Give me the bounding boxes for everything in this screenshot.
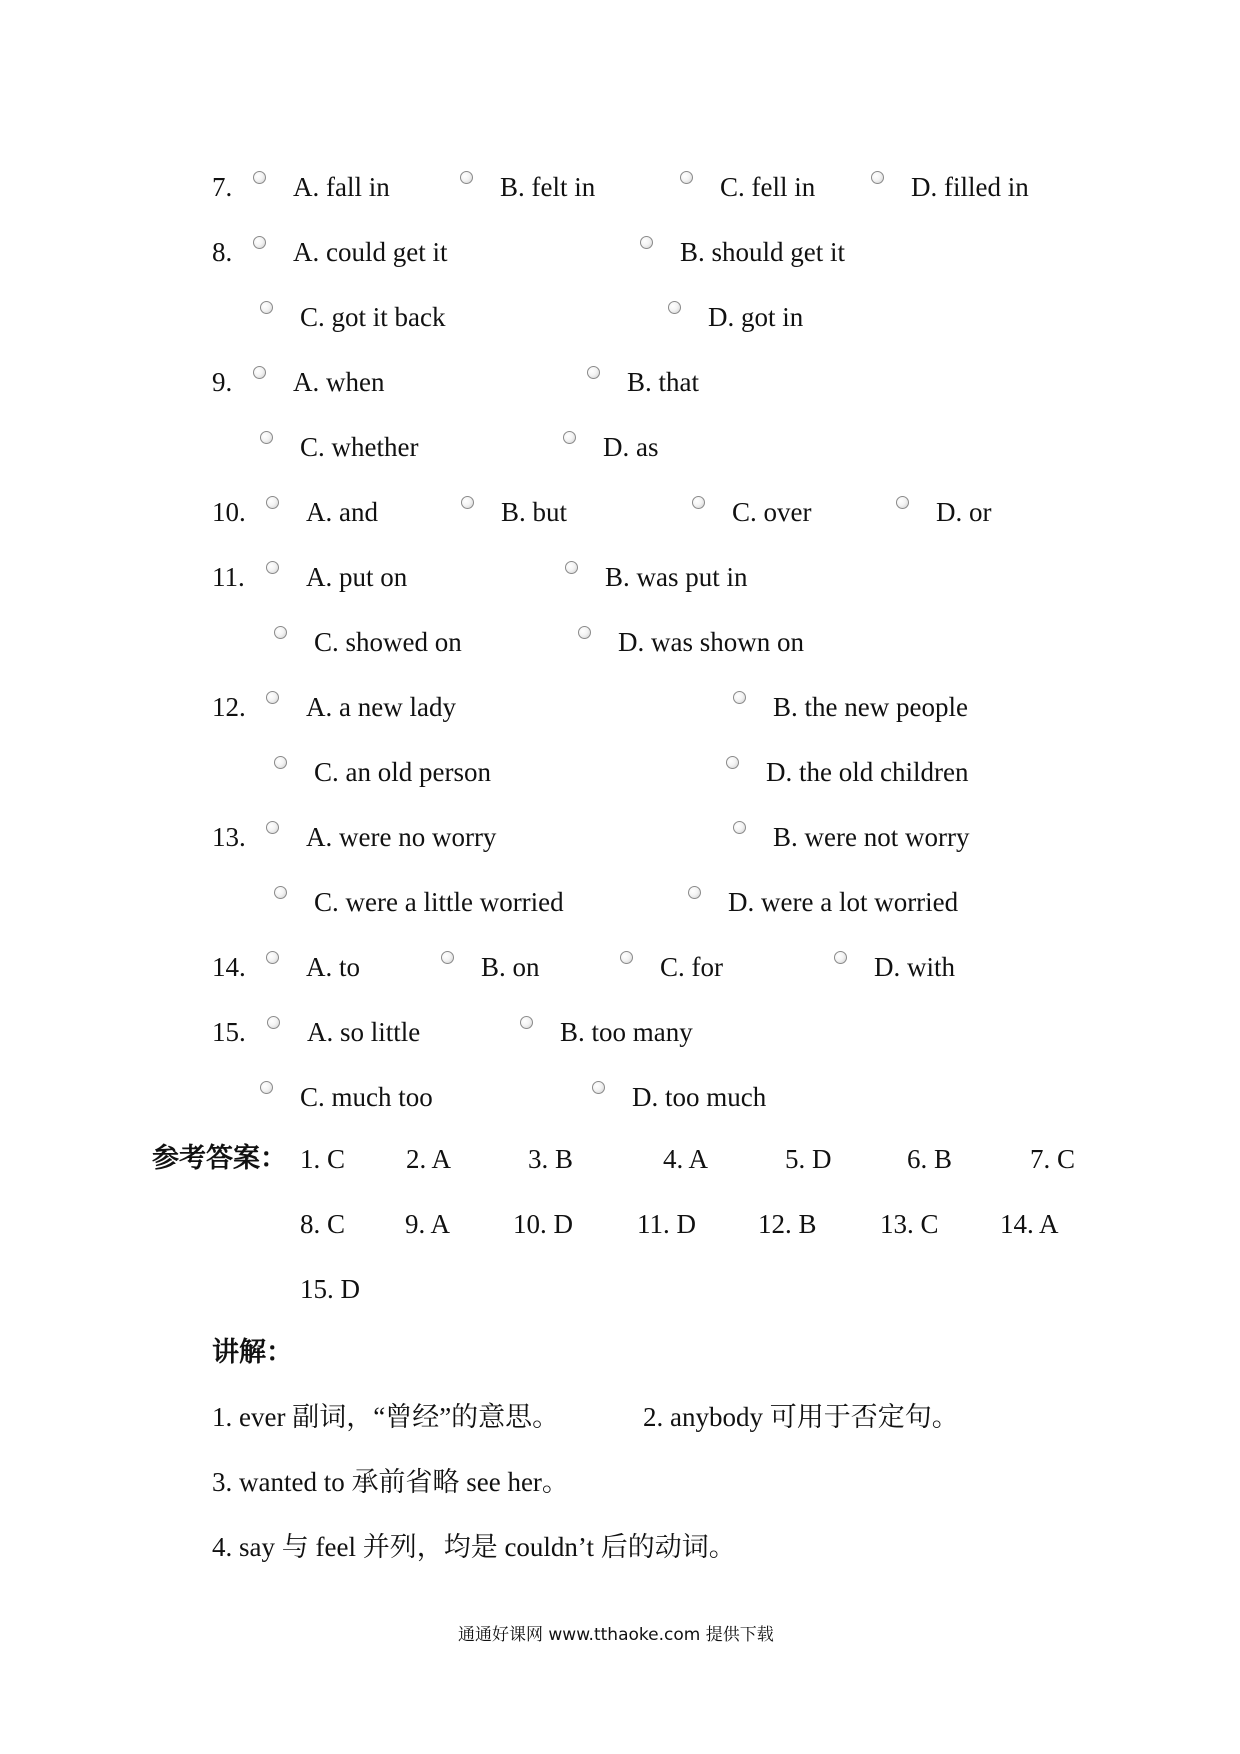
radio-option[interactable] xyxy=(266,821,279,834)
radio-option[interactable] xyxy=(733,821,746,834)
option-label: C. an old person xyxy=(314,757,491,787)
radio-option[interactable] xyxy=(260,301,273,314)
radio-option[interactable] xyxy=(578,626,591,639)
radio-option[interactable] xyxy=(692,496,705,509)
option-label: D. got in xyxy=(708,302,804,332)
option-label: A. and xyxy=(306,497,378,527)
option-label: A. a new lady xyxy=(306,692,456,722)
radio-option[interactable] xyxy=(896,496,909,509)
radio-option[interactable] xyxy=(563,431,576,444)
option-label: C. over xyxy=(732,497,812,527)
option-label: B. the new people xyxy=(773,692,968,722)
radio-option[interactable] xyxy=(441,951,454,964)
option-label: C. for xyxy=(660,952,723,982)
answer-item: 15. D xyxy=(300,1274,360,1304)
radio-option[interactable] xyxy=(733,691,746,704)
radio-option[interactable] xyxy=(726,756,739,769)
option-label: C. showed on xyxy=(314,627,462,657)
option-label: C. fell in xyxy=(720,172,816,202)
answers-label: 参考答案： xyxy=(152,1143,287,1173)
option-label: B. should get it xyxy=(680,237,846,267)
option-label: C. whether xyxy=(300,432,419,462)
option-label: C. got it back xyxy=(300,302,446,332)
explanation-line: 4. say 与 feel 并列，均是 couldn’t 后的动词。 xyxy=(212,1532,736,1562)
radio-option[interactable] xyxy=(460,171,473,184)
option-label: A. put on xyxy=(306,562,408,592)
answer-item: 5. D xyxy=(785,1144,832,1174)
option-label: B. too many xyxy=(560,1017,693,1047)
radio-option[interactable] xyxy=(253,171,266,184)
radio-option[interactable] xyxy=(520,1016,533,1029)
radio-option[interactable] xyxy=(668,301,681,314)
option-label: B. was put in xyxy=(605,562,748,592)
question-number: 8. xyxy=(212,237,233,267)
option-label: A. when xyxy=(293,367,385,397)
option-label: B. felt in xyxy=(500,172,596,202)
question-number: 14. xyxy=(212,952,246,982)
explanation-line: 3. wanted to 承前省略 see her。 xyxy=(212,1467,569,1497)
question-number: 9. xyxy=(212,367,233,397)
option-label: A. to xyxy=(306,952,360,982)
answer-item: 1. C xyxy=(300,1144,346,1174)
page-footer: 通通好课网 www.tthaoke.com 提供下载 xyxy=(458,1625,774,1645)
radio-option[interactable] xyxy=(620,951,633,964)
question-number: 12. xyxy=(212,692,246,722)
radio-option[interactable] xyxy=(274,886,287,899)
answer-item: 8. C xyxy=(300,1209,346,1239)
radio-option[interactable] xyxy=(260,431,273,444)
answer-item: 14. A xyxy=(1000,1209,1059,1239)
answer-item: 6. B xyxy=(907,1144,953,1174)
answer-item: 9. A xyxy=(405,1209,451,1239)
option-label: A. fall in xyxy=(293,172,390,202)
option-label: B. were not worry xyxy=(773,822,970,852)
radio-option[interactable] xyxy=(267,1016,280,1029)
radio-option[interactable] xyxy=(253,366,266,379)
answer-item: 13. C xyxy=(880,1209,939,1239)
radio-option[interactable] xyxy=(266,561,279,574)
question-number: 13. xyxy=(212,822,246,852)
option-label: B. that xyxy=(627,367,699,397)
radio-option[interactable] xyxy=(274,626,287,639)
radio-option[interactable] xyxy=(274,756,287,769)
option-label: D. with xyxy=(874,952,955,982)
radio-option[interactable] xyxy=(587,366,600,379)
answer-item: 10. D xyxy=(513,1209,573,1239)
radio-option[interactable] xyxy=(266,691,279,704)
radio-option[interactable] xyxy=(640,236,653,249)
explanation-line: 1. ever 副词，“曾经”的意思。 xyxy=(212,1402,560,1432)
radio-option[interactable] xyxy=(688,886,701,899)
question-number: 10. xyxy=(212,497,246,527)
option-label: B. on xyxy=(481,952,540,982)
question-number: 11. xyxy=(212,562,245,592)
question-number: 15. xyxy=(212,1017,246,1047)
answer-item: 11. D xyxy=(637,1209,696,1239)
option-label: A. were no worry xyxy=(306,822,497,852)
radio-option[interactable] xyxy=(461,496,474,509)
radio-option[interactable] xyxy=(260,1081,273,1094)
answer-item: 7. C xyxy=(1030,1144,1076,1174)
answer-item: 2. A xyxy=(406,1144,452,1174)
option-label: B. but xyxy=(501,497,568,527)
option-label: D. or xyxy=(936,497,992,527)
question-number: 7. xyxy=(212,172,233,202)
radio-option[interactable] xyxy=(253,236,266,249)
option-label: D. too much xyxy=(632,1082,767,1112)
option-label: D. was shown on xyxy=(618,627,804,657)
option-label: D. filled in xyxy=(911,172,1029,202)
radio-option[interactable] xyxy=(266,951,279,964)
option-label: C. much too xyxy=(300,1082,433,1112)
radio-option[interactable] xyxy=(871,171,884,184)
radio-option[interactable] xyxy=(834,951,847,964)
option-label: D. the old children xyxy=(766,757,969,787)
radio-option[interactable] xyxy=(592,1081,605,1094)
option-label: C. were a little worried xyxy=(314,887,564,917)
option-label: A. could get it xyxy=(293,237,448,267)
explanation-line: 2. anybody 可用于否定句。 xyxy=(643,1402,959,1432)
radio-option[interactable] xyxy=(266,496,279,509)
explanation-label: 讲解： xyxy=(212,1337,293,1367)
answer-item: 12. B xyxy=(758,1209,817,1239)
radio-option[interactable] xyxy=(680,171,693,184)
answer-item: 3. B xyxy=(528,1144,574,1174)
option-label: A. so little xyxy=(307,1017,421,1047)
radio-option[interactable] xyxy=(565,561,578,574)
option-label: D. as xyxy=(603,432,659,462)
option-label: D. were a lot worried xyxy=(728,887,959,917)
answer-item: 4. A xyxy=(663,1144,709,1174)
